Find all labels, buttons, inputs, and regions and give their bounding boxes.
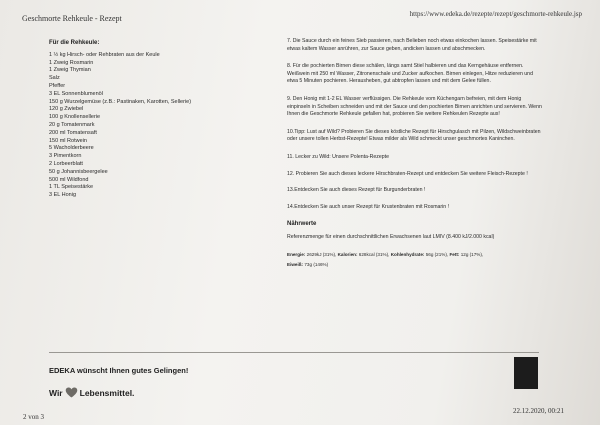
recipe-step: 10.Tipp: Lust auf Wild? Probieren Sie dieses köstliche Rezept für Hirschgulasch mit Pilzen, Wildschweinbraten oder unsere tollen Herbst-Rezepte! Etwas milder als Wild schmeckt unser geschmortes Kaninchen. <box>287 128 541 143</box>
heart-icon <box>65 387 78 398</box>
energie-value: 2629kJ (31%) <box>306 251 336 257</box>
steps-column <box>287 38 545 270</box>
ingredient-item: 3 EL Honig <box>49 192 77 199</box>
ingredient-item: 1 ½ kg Hirsch- oder Rehbraten aus der Keule <box>49 51 160 58</box>
kohlenhydrate-label: Kohlenhydrate: <box>390 251 425 257</box>
recipe-step: 14.Entdecken Sie auch unser Rezept für Krustenbraten mit Rosmarin ! <box>287 203 450 210</box>
ingredient-item: 100 g Knollensellerie <box>49 114 101 121</box>
slogan-suffix: Lebensmittel. <box>79 387 135 398</box>
nutrition-reference: Referenzmenge für einen durchschnittlichen Erwachsenen laut LMIV (8.400 kJ/2.000 kcal) <box>287 233 495 240</box>
ingredients-column <box>49 40 249 200</box>
ingredient-item: 50 g Johannisbeergelee <box>49 168 108 175</box>
eiweiss-label: Eiweiß: <box>287 261 304 267</box>
recipe-step: 7. Die Sauce durch ein feines Sieb passieren, nach Belieben noch etwas einkochen lassen. Speisestärke mit etwas kaltem Wasser anrühren, zur Sauce geben, andicken lassen und abschmecken. <box>287 38 537 52</box>
footer-divider <box>49 352 539 353</box>
nutrition-values: Energie: 2629kJ (31%), Kalorien: 628kcal (31%), Kohlenhydrate: 56g (21%), Fett: 12g (17%), Eiweiß: 73g (146%) <box>287 251 484 267</box>
ingredient-item: 5 Wacholderbeere <box>49 145 94 152</box>
ingredient-item: Salz <box>49 75 60 82</box>
ingredient-item: 1 Zweig Thymian <box>49 67 91 74</box>
fett-value: 12g (17%) <box>460 251 482 257</box>
ingredient-item: 3 Pimentkorn <box>49 153 82 160</box>
print-date: 22.12.2020, 00:21 <box>513 407 564 415</box>
ingredient-item: 2 Lorbeerblatt <box>49 160 83 167</box>
print-header-title: Geschmorte Rehkeule - Rezept <box>22 14 122 23</box>
footer-message: EDEKA wünscht Ihnen gutes Gelingen! <box>49 366 189 375</box>
page-number: 2 von 3 <box>23 413 44 421</box>
recipe-step: 13.Entdecken Sie auch dieses Rezept für Burgunderbraten ! <box>287 187 426 194</box>
fett-label: Fett: <box>449 251 460 257</box>
recipe-step: 8. Für die pochierten Birnen diese schälen, längs samt Stiel halbieren und das Kerngehäuse entfernen. Weißwein mit 250 ml Wasser, Zitronenschale und Zucker aufkochen. Birnen einlegen, Hitze reduzieren und etwa 5 Minuten pochieren. Herausheben, gut abtropfen lassen und mit dem Gelee füllen. <box>287 63 533 85</box>
recipe-step: 12. Probieren Sie auch dieses leckere Hirschbraten-Rezept und entdecken Sie weitere Fleisch-Rezepte ! <box>287 170 528 177</box>
ingredient-item: 1 Zweig Rosmarin <box>49 59 94 66</box>
recipe-step: 11. Lecker zu Wild: Unsere Polenta-Rezepte <box>287 153 389 160</box>
kalorien-value: 628kcal (31%) <box>358 251 389 257</box>
energie-label: Energie: <box>287 251 306 257</box>
ingredient-item: Pfeffer <box>49 82 66 89</box>
ingredient-item: 20 g Tomatenmark <box>49 121 95 128</box>
ingredient-item: 200 ml Tomatensaft <box>49 129 97 136</box>
kalorien-label: Kalorien: <box>337 251 358 257</box>
print-header-url: https://www.edeka.de/rezepte/rezept/geschmorte-rehkeule.jsp <box>409 10 582 18</box>
ingredient-item: 1 TL Speisestärke <box>49 184 94 191</box>
qr-code-icon <box>514 357 538 389</box>
ingredient-item: 150 ml Rotwein <box>49 137 87 144</box>
ingredient-item: 500 ml Wildfond <box>49 176 89 183</box>
ingredient-item: 3 EL Sonnenblumenöl <box>49 90 103 97</box>
ingredient-item: 120 g Zwiebel <box>49 106 84 113</box>
ingredients-heading: Für die Rehkeule: <box>49 40 100 46</box>
nutrition-heading: Nährwerte <box>287 221 317 228</box>
eiweiss-value: 73g (146%) <box>304 261 329 267</box>
kohlenhydrate-value: 56g (21%) <box>425 251 447 257</box>
edeka-slogan <box>49 387 134 398</box>
recipe-step: 9. Den Honig mit 1-2 EL Wasser verflüssigen. Die Rehkeule vom Küchengarn befreien, mit dem Honig einpinseln in Scheiben schneiden und mit der Sauce und den pochierten Birnen anrichten und servieren. Wenn Ihnen die Geschmorte Rehkeule gefallen hat, probieren Sie weitere Rehkeulen Rezepte aus! <box>287 95 542 118</box>
ingredient-item: 150 g Wurzelgemüse (z.B.: Pastinaken, Karotten, Sellerie) <box>49 98 192 105</box>
slogan-prefix: Wir <box>49 387 63 398</box>
